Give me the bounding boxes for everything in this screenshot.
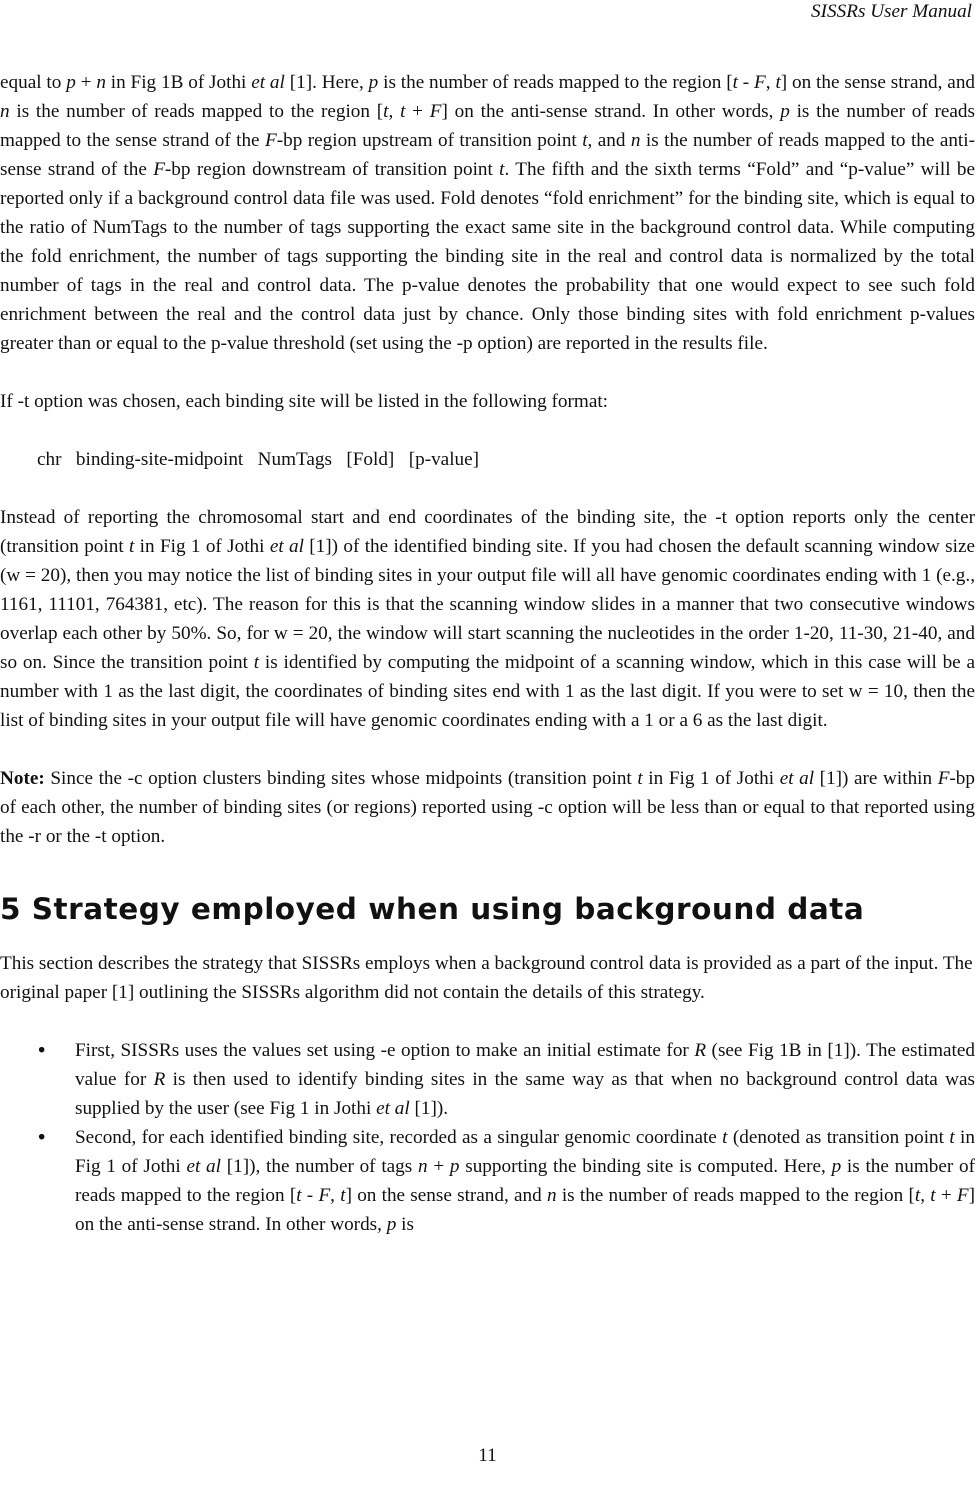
section-heading: 5 Strategy employed when using background data	[0, 892, 865, 926]
paragraph-output-format-explanation: equal to p + n in Fig 1B of Jothi et al [1]. Here, p is the number of reads mapped to the region [t - F, t] on the sense strand, and n is the number of reads mapped to the region [t, t + F] on the anti-sense strand. In other words, p is the number of reads mapped to the sense strand of the F-bp region upstream of transition point t, and n is the number of reads mapped to the anti-sense strand of the F-bp region downstream of transition point t. The fifth and the sixth terms “Fold” and “p-value” will be reported only if a background control data file was used. Fold denotes “fold enrichment” for the binding site, which is equal to the ratio of NumTags to the number of tags supporting the exact same site in the background control data. While computing the fold enrichment, the number of tags supporting the binding site in the real and control data is normalized by the total number of tags in the real and control data. The p-value denotes the probability that one would expect to see such fold enrichment between the real and the control data just by chance. Only those binding sites with fold enrichment p-values greater than or equal to the p-value threshold (set using the -p option) are reported in the results file.	[0, 72, 975, 354]
page-number: 11	[478, 1445, 497, 1466]
paragraph-t-option-intro: If -t option was chosen, each binding site will be listed in the following format:	[0, 391, 609, 412]
list-item: • Second, for each identified binding site, recorded as a singular genomic coordinate t (denoted as transition point t in Fig 1 of Jothi et al [1]), the number of tags n + p supporting the binding site is computed. Here, p is the number of reads mapped to the region [t - F, t] on the sense strand, and n is the number of reads mapped to the region [t, t + F] on the anti-sense strand. In other words, p is	[0, 1123, 975, 1239]
bullet-icon: •	[36, 1126, 48, 1149]
paragraph-t-option-details: Instead of reporting the chromosomal start and end coordinates of the binding site, the -t option reports only the center (transition point t in Fig 1 of Jothi et al [1]) of the identified binding site. If you had chosen the default scanning window size (w = 20), then you may notice the list of binding sites in your output file will all have genomic coordinates ending with 1 (e.g., 1161, 11101, 764381, etc). The reason for this is that the scanning window slides in a manner that two consecutive windows overlap each other by 50%. So, for w = 20, the window will start scanning the nucleotides in the order 1-20, 11-30, 21-40, and so on. Since the transition point t is identified by computing the midpoint of a scanning window, which in this case will be a number with 1 as the last digit, the coordinates of binding sites end with 1 as the last digit. If you were to set w = 10, then the list of binding sites in your output file will have genomic coordinates ending with a 1 or a 6 as the last digit.	[0, 507, 975, 731]
running-header: SISSRs User Manual	[811, 1, 972, 22]
format-line: chr binding-site-midpoint NumTags [Fold] [p-value]	[37, 449, 480, 470]
note-paragraph: Note: Since the -c option clusters binding sites whose midpoints (transition point t in Fig 1 of Jothi et al [1]) are within F-bp of each other, the number of binding sites (or regions) reported using -c option will be less than or equal to that reported using the -r or the -t option.	[0, 768, 975, 847]
bullet-icon: •	[36, 1039, 48, 1062]
list-item: • First, SISSRs uses the values set using -e option to make an initial estimate for R (see Fig 1B in [1]). The estimated value for R is then used to identify binding sites in the same way as that when no background control data was supplied by the user (see Fig 1 in Jothi et al [1]).	[0, 1036, 975, 1123]
strategy-list	[0, 1036, 975, 1239]
section-intro-paragraph: This section describes the strategy that SISSRs employs when a background control data is provided as a part of the input. The original paper [1] outlining the SISSRs algorithm did not contain the details of this strategy.	[0, 953, 973, 1003]
note-label: Note:	[0, 768, 45, 789]
page-body	[0, 68, 975, 1239]
